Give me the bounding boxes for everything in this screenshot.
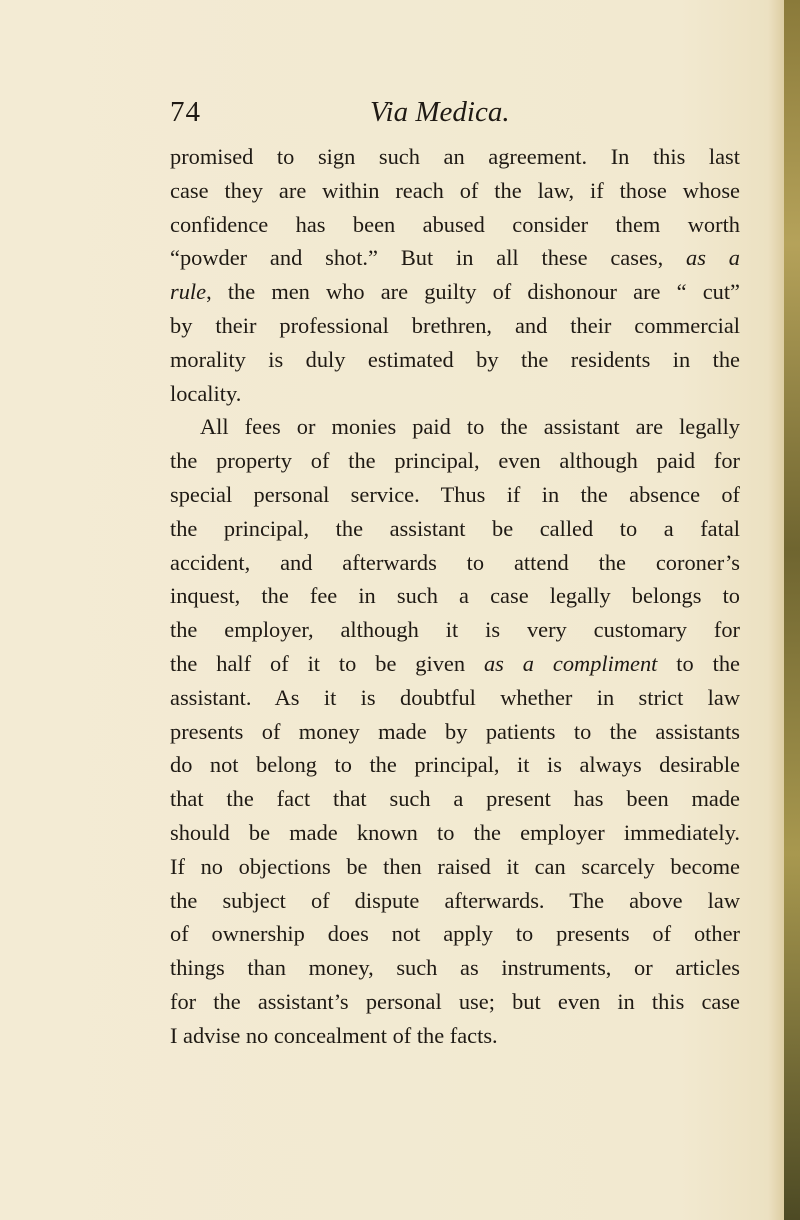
text-line: All fees or monies paid to the assistant are legally (200, 414, 740, 440)
text-line: for the assistant’s personal use; but even in this case (170, 988, 740, 1014)
text-line: the principal, the assistant be called to a fatal (170, 515, 740, 541)
text-line: by their professional brethren, and their commercial (170, 312, 740, 338)
text-line: accident, and afterwards to attend the coroner’s (170, 549, 740, 575)
body-text (170, 140, 740, 1053)
text-line: that the fact that such a present has been made (170, 786, 740, 812)
text-line: special personal service. Thus if in the absence of (170, 481, 740, 507)
text-line: I advise no concealment of the facts. (170, 1022, 498, 1048)
text-line: presents of money made by patients to the assistants (170, 718, 740, 744)
text-line: inquest, the fee in such a case legally belongs to (170, 583, 740, 609)
text-line: confidence has been abused consider them worth (170, 211, 740, 237)
text-line: assistant. As it is doubtful whether in strict law (170, 684, 740, 710)
text-line: “powder and shot.” But in all these cases, as a (170, 245, 740, 271)
paragraph (170, 410, 740, 1052)
text-line: the half of it to be given as a compliment to the (170, 650, 740, 676)
page-header (0, 96, 790, 136)
text-line: rule, the men who are guilty of dishonour are “ cut” (170, 279, 740, 305)
italic-phrase: rule (170, 279, 207, 305)
text-line: things than money, such as instruments, or articles (170, 955, 740, 981)
text-line: should be made known to the employer immediately. (170, 819, 740, 845)
text-line: locality. (170, 380, 242, 406)
text-line: morality is duly estimated by the residents in the (170, 346, 740, 372)
page-number: 74 (170, 96, 201, 128)
page-edge (784, 0, 800, 1220)
text-line: the property of the principal, even although paid for (170, 448, 740, 474)
text-line: case they are within reach of the law, if those whose (170, 177, 740, 203)
italic-phrase: as a (686, 245, 740, 271)
text-line: of ownership does not apply to presents of other (170, 921, 740, 947)
text-line: If no objections be then raised it can scarcely become (170, 853, 740, 879)
text-line: the employer, although it is very customary for (170, 617, 740, 643)
text-line: promised to sign such an agreement. In this last (170, 144, 740, 169)
text-line: the subject of dispute afterwards. The above law (170, 887, 740, 913)
running-title: Via Medica. (370, 96, 510, 128)
paragraph (170, 140, 740, 410)
text-line: do not belong to the principal, it is always desirable (170, 752, 740, 778)
italic-phrase: as a compliment (483, 650, 658, 676)
